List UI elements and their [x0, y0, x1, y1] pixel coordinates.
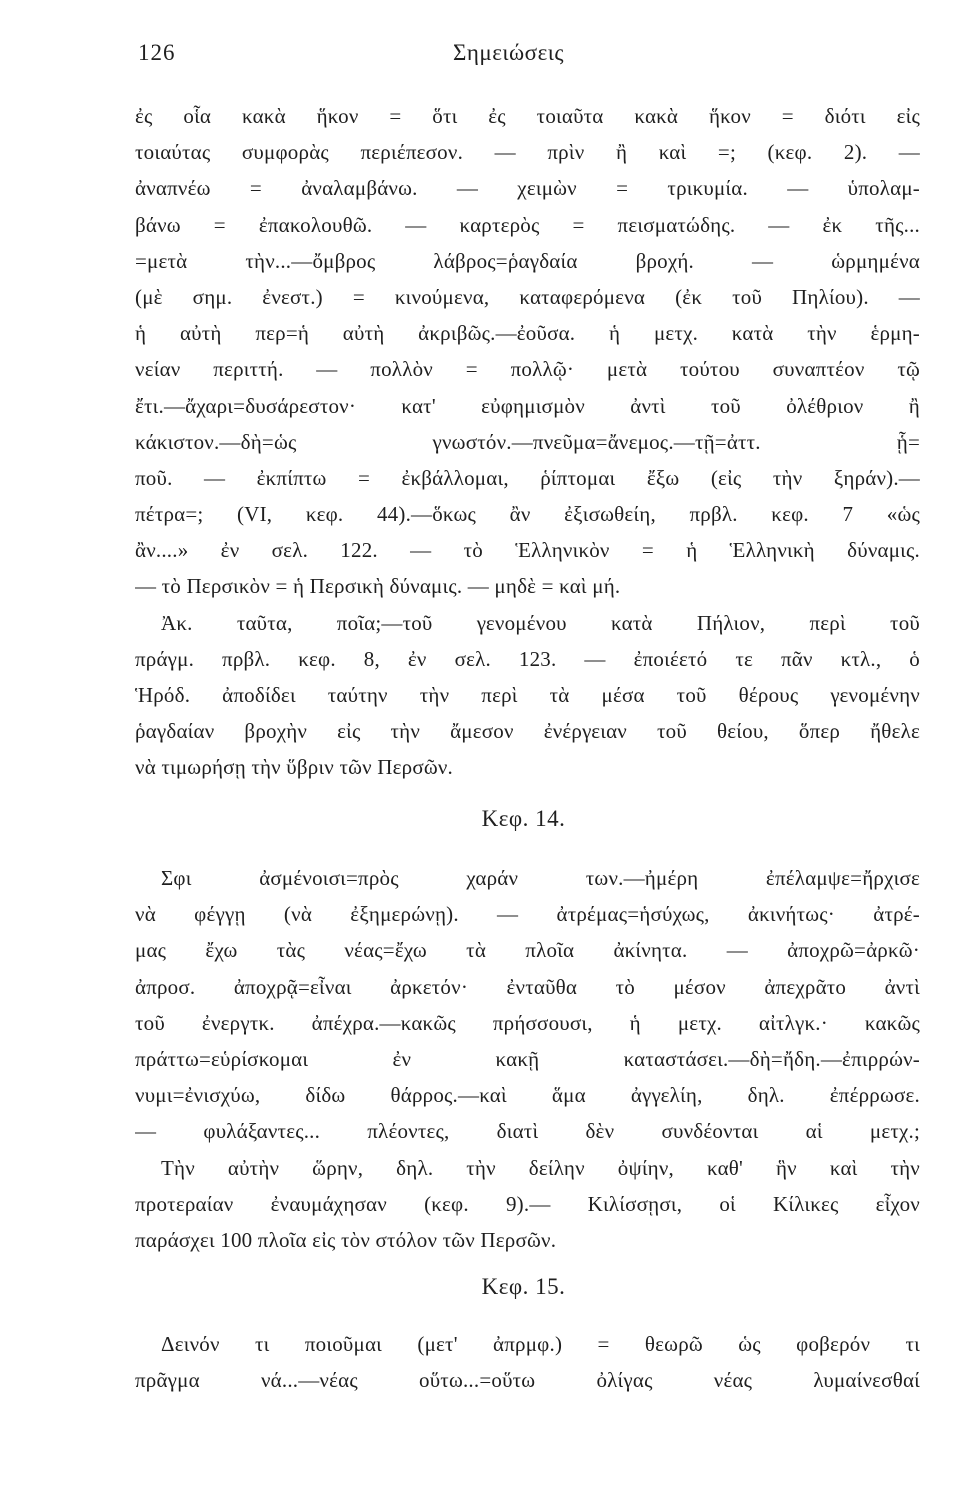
text-line: νὰ τιμωρήσῃ τὴν ὕβριν τῶν Περσῶν. — [135, 755, 454, 780]
text-line: ἡ αὐτὴ περ=ἡ αὐτὴ ἀκριβῶς.—ἐοῦσα. ἡ μετχ. κατὰ τὴν ἑρμη- — [135, 321, 920, 346]
text-line: ἀπροσ. ἀποχρᾷ=εἶναι ἀρκετόν· ἐνταῦθα τὸ μέσον ἀπεχρᾶτο ἀντὶ — [135, 974, 920, 999]
section-3-text — [135, 1326, 920, 1398]
page-number: 126 — [138, 40, 176, 65]
text-line: βάνω = ἐπακολουθῶ. — καρτερὸς = πεισματώδης. — ἐκ τῆς... — [135, 212, 920, 237]
text-line: — τὸ Περσικὸν = ἡ Περσικὴ δύναμις. — μηδὲ = καὶ μή. — [135, 574, 621, 599]
text-line: ἀναπνέω = ἀναλαμβάνω. — χειμὼν = τρικυμία. — ὑπολαμ- — [135, 176, 920, 201]
text-line: Σφι ἀσμένοισι=πρὸς χαράν των.—ἠμέρη ἐπέλαμψε=ἤρχισε — [161, 866, 920, 890]
text-line: ποῦ. — ἐκπίπτω = ἐκβάλλομαι, ῥίπτομαι ἔξω (εἰς τὴν ξηράν).— — [135, 465, 920, 490]
text-line: Δεινόν τι ποιοῦμαι (μετ' ἀπρμφ.) = θεωρῶ ὡς φοβερόν τι — [161, 1332, 920, 1356]
text-line: τοιαύτας συμφορὰς περιέπεσον. — πρὶν ἢ καὶ =; (κεφ. 2). — — [135, 140, 920, 165]
section-2-text — [135, 860, 920, 1258]
chapter-heading-15: Κεφ. 15. — [481, 1274, 566, 1299]
running-head: Σημειώσεις — [452, 40, 565, 65]
text-line: Τὴν αὐτὴν ὥρην, δηλ. τὴν δείλην ὀψίην, καθ' ἣν καὶ τὴν — [161, 1155, 920, 1180]
text-line: πράγμ. πρβλ. κεφ. 8, ἐν σελ. 123. — ἐποιέετό τε πᾶν κτλ., ὁ — [135, 646, 920, 671]
text-line: μας ἔχω τὰς νέας=ἔχω τὰ πλοῖα ἀκίνητα. — ἀποχρῶ=ἀρκῶ· — [135, 938, 920, 963]
text-line: (μὲ σημ. ἐνεστ.) = κινούμενα, καταφερόμενα (ἐκ τοῦ Πηλίου). — — [135, 284, 920, 309]
text-line: =μετὰ τὴν...—ὄμβρος λάβρος=ῥαγδαία βροχή. — ὡρμημένα — [135, 248, 920, 273]
text-line: κάκιστον.—δὴ=ὡς γνωστόν.—πνεῦμα=ἄνεμος.—τῇ=ἀττ. ᾗ= — [135, 429, 920, 454]
text-line: Ἀκ. ταῦτα, ποῖα;—τοῦ γενομένου κατὰ Πήλιον, περὶ τοῦ — [161, 610, 920, 635]
text-line: νυμι=ἐνισχύω, δίδω θάρρος.—καὶ ἅμα ἀγγελίη, δηλ. ἐπέρρωσε. — [135, 1083, 920, 1108]
section-1-text — [135, 98, 920, 786]
text-line: πρᾶγμα νά...—νέας οὕτω...=οὕτω ὀλίγας νέας λυμαίνεσθαί — [135, 1368, 920, 1393]
text-line: — φυλάξαντες... πλέοντες, διατὶ δὲν συνδέονται αἱ μετχ.; — [135, 1119, 920, 1144]
text-line: ἐς οἷα κακὰ ἥκον = ὅτι ἐς τοιαῦτα κακὰ ἥκον = διότι εἰς — [135, 104, 920, 128]
text-line: νείαν περιττή. — πολλὸν = πολλῷ· μετὰ τούτου συναπτέον τῷ — [135, 357, 920, 382]
text-line: παράσχει 100 πλοῖα εἰς τὸν στόλον τῶν Περσῶν. — [135, 1227, 557, 1252]
text-line: πέτρα=; (VI, κεφ. 44).—ὅκως ἂν ἐξισωθείη, πρβλ. κεφ. 7 «ὡς — [135, 502, 920, 527]
text-line: ἂν....» ἐν σελ. 122. — τὸ Ἑλληνικὸν = ἡ Ἑλληνικὴ δύναμις. — [135, 538, 920, 563]
text-line: ῥαγδαίαν βροχὴν εἰς τὴν ἄμεσον ἐνέργειαν τοῦ θείου, ὅπερ ἤθελε — [135, 719, 920, 744]
text-line: πράττω=εὑρίσκομαι ἐν κακῇ καταστάσει.—δὴ=ἤδη.—ἐπιρρών- — [135, 1046, 920, 1071]
text-line: προτεραίαν ἐναυμάχησαν (κεφ. 9).— Κιλίσσῃσι, οἱ Κίλικες εἶχον — [135, 1191, 920, 1216]
chapter-heading-14: Κεφ. 14. — [481, 806, 566, 831]
text-line: νὰ φέγγῃ (νὰ ἐξημερώνῃ). — ἀτρέμας=ἡσύχως, ἀκινήτως· ἀτρέ- — [135, 902, 920, 927]
text-line: τοῦ ἐνεργτκ. ἀπέχρα.—κακῶς πρήσσουσι, ἡ μετχ. αἰτλγκ.· κακῶς — [135, 1010, 920, 1035]
text-line: ἔτι.—ἄχαρι=δυσάρεστον· κατ' εὐφημισμὸν ἀντὶ τοῦ ὀλέθριον ἢ — [135, 393, 920, 418]
text-line: Ἡρόδ. ἀποδίδει ταύτην τὴν περὶ τὰ μέσα τοῦ θέρους γενομένην — [135, 683, 920, 707]
